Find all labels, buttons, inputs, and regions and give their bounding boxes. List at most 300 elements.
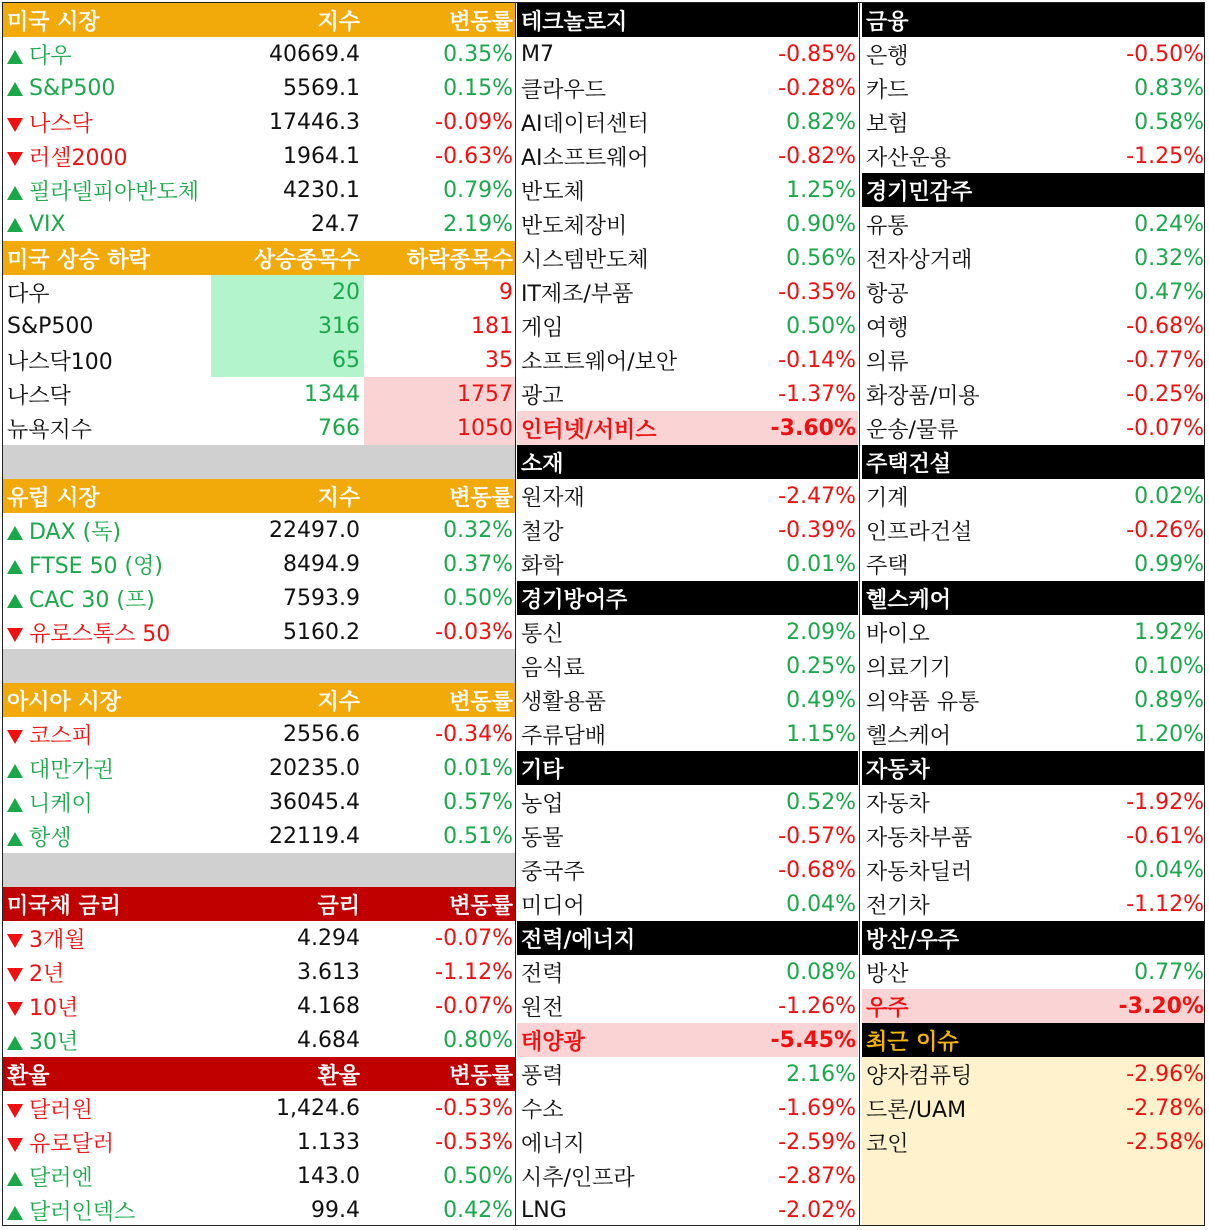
- index-value: 1964.1: [283, 143, 360, 169]
- table-row: [3, 819, 515, 853]
- sector-item: [862, 377, 1205, 411]
- up-triangle-icon: [7, 798, 23, 812]
- market-board: [2, 2, 1205, 1226]
- sector-change: 0.49%: [786, 687, 856, 713]
- sector-name: 에너지: [521, 1131, 585, 1157]
- sector-name: 방산: [866, 961, 909, 987]
- column-header: 변동률: [449, 9, 513, 35]
- up-triangle-icon: [7, 526, 23, 540]
- sector-change: -0.26%: [1126, 517, 1204, 543]
- sector-title: 자동차: [866, 757, 930, 783]
- divider: [859, 3, 860, 1225]
- sector-change: -0.25%: [1126, 381, 1204, 407]
- sector-change: 1.92%: [1134, 619, 1204, 645]
- index-name: 다우: [7, 281, 50, 307]
- index-value: 5569.1: [283, 75, 360, 101]
- change-percent: 0.32%: [443, 517, 513, 543]
- sector-change: -0.57%: [778, 823, 856, 849]
- sector-title: 경기민감주: [866, 179, 973, 205]
- sector-item: [862, 819, 1205, 853]
- sector-name: 반도체장비: [521, 213, 628, 239]
- sector-change: -0.07%: [1126, 415, 1204, 441]
- sector-change: 0.89%: [1134, 687, 1204, 713]
- instrument-label: 러셀2000: [29, 145, 128, 171]
- sector-name: 원자재: [521, 485, 585, 511]
- sector-item: [862, 547, 1205, 581]
- index-value: 36045.4: [269, 789, 360, 815]
- sector-change: -2.96%: [1126, 1061, 1204, 1087]
- change-percent: 0.42%: [443, 1197, 513, 1223]
- down-triangle-icon: [7, 1104, 23, 1118]
- down-triangle-icon: [7, 730, 23, 744]
- sector-item: [862, 411, 1205, 445]
- table-row: [3, 581, 515, 615]
- sector-item: [517, 71, 858, 105]
- change-percent: 0.50%: [443, 585, 513, 611]
- table-row: [3, 1159, 515, 1193]
- sector-item: [862, 989, 1205, 1023]
- sector-name: 통신: [521, 621, 564, 647]
- sector-change: 0.47%: [1134, 279, 1204, 305]
- index-name: S&P500: [7, 313, 94, 339]
- instrument-name: [3, 821, 211, 852]
- sector-item: [517, 1091, 858, 1125]
- index-value: 20235.0: [269, 755, 360, 781]
- sector-name: 전기차: [866, 893, 930, 919]
- change-percent: 0.79%: [443, 177, 513, 203]
- index-value: 99.4: [311, 1197, 360, 1223]
- column-header: 지수: [317, 485, 360, 511]
- sector-item: [862, 683, 1205, 717]
- sector-header: [517, 921, 858, 955]
- sector-item: [517, 1125, 858, 1159]
- change-percent: 0.01%: [443, 755, 513, 781]
- index-value: 1,424.6: [276, 1095, 360, 1121]
- instrument-name: [3, 39, 211, 70]
- index-name: 뉴욕지수: [7, 417, 93, 443]
- sector-change: 0.82%: [786, 109, 856, 135]
- sector-change: 1.25%: [786, 177, 856, 203]
- sector-name: 소프트웨어/보안: [521, 349, 678, 375]
- instrument-name: [3, 753, 211, 784]
- instrument-label: 나스닥: [29, 111, 93, 137]
- change-percent: 0.37%: [443, 551, 513, 577]
- sector-name: 인프라건설: [866, 519, 973, 545]
- down-triangle-icon: [7, 934, 23, 948]
- sector-name: 자동차딜러: [866, 859, 973, 885]
- instrument-name: [3, 141, 211, 172]
- asia_market-header: [3, 683, 515, 717]
- sector-item: [517, 1023, 858, 1057]
- index-value: 4.168: [297, 993, 360, 1019]
- sector-item: [862, 717, 1205, 751]
- index-value: 4230.1: [283, 177, 360, 203]
- instrument-label: 달러원: [29, 1097, 93, 1123]
- sector-name: 화학: [521, 553, 564, 579]
- table-row: [3, 343, 515, 377]
- instrument-label: 다우: [29, 43, 72, 69]
- middle-column: [517, 3, 858, 1226]
- sector-change: -0.61%: [1126, 823, 1204, 849]
- sector-item: [517, 105, 858, 139]
- instrument-name: [3, 1161, 211, 1192]
- instrument-name: [3, 515, 211, 546]
- us_bonds-header: [3, 887, 515, 921]
- instrument-name: [3, 107, 211, 138]
- sector-title: 방산/우주: [866, 927, 960, 953]
- sector-change: 0.04%: [1134, 857, 1204, 883]
- up-triangle-icon: [7, 560, 23, 574]
- sector-change: 0.01%: [786, 551, 856, 577]
- sector-item: [517, 717, 858, 751]
- sector-name: 철강: [521, 519, 564, 545]
- sector-name: 자산운용: [866, 145, 952, 171]
- change-percent: -1.12%: [435, 959, 513, 985]
- sector-item: [517, 785, 858, 819]
- sector-item: [862, 275, 1205, 309]
- table-row: [3, 717, 515, 751]
- sector-item: [862, 1057, 1205, 1091]
- up-triangle-icon: [7, 832, 23, 846]
- sector-name: 원전: [521, 995, 564, 1021]
- change-percent: 2.19%: [443, 211, 513, 237]
- instrument-label: 유로달러: [29, 1131, 115, 1157]
- sector-name: 전력: [521, 961, 564, 987]
- sector-item: [517, 989, 858, 1023]
- sector-change: -0.82%: [778, 143, 856, 169]
- sector-change: 0.02%: [1134, 483, 1204, 509]
- table-row: [3, 139, 515, 173]
- sector-name: 주류담배: [521, 723, 607, 749]
- sector-item: [517, 887, 858, 921]
- sector-item: [862, 241, 1205, 275]
- decliners-count: 9: [499, 279, 513, 305]
- sector-name: LNG: [521, 1197, 567, 1223]
- up-triangle-icon: [7, 1172, 23, 1186]
- sector-name: 수소: [521, 1097, 564, 1123]
- sector-change: -0.85%: [778, 41, 856, 67]
- sector-change: -0.68%: [778, 857, 856, 883]
- sector-change: -0.77%: [1126, 347, 1204, 373]
- instrument-name: [3, 719, 211, 750]
- down-triangle-icon: [7, 118, 23, 132]
- column-header: 지수: [317, 9, 360, 35]
- sector-change: -1.92%: [1126, 789, 1204, 815]
- change-percent: -0.09%: [435, 109, 513, 135]
- sector-change: 1.15%: [786, 721, 856, 747]
- instrument-label: 유로스톡스 50: [29, 621, 171, 647]
- index-value: 40669.4: [269, 41, 360, 67]
- sector-name: 주택: [866, 553, 909, 579]
- index-value: 17446.3: [269, 109, 360, 135]
- instrument-name: [3, 991, 211, 1022]
- index-value: 4.684: [297, 1027, 360, 1053]
- instrument-name: [3, 1127, 211, 1158]
- sector-item: [517, 1057, 858, 1091]
- sector-name: 의류: [866, 349, 909, 375]
- sector-item: [862, 105, 1205, 139]
- sector-name: 생활용품: [521, 689, 607, 715]
- sector-title: 경기방어주: [521, 587, 628, 613]
- up-triangle-icon: [7, 82, 23, 96]
- sector-change: -0.68%: [1126, 313, 1204, 339]
- sector-name: 중국주: [521, 859, 585, 885]
- section-title: 미국채 금리: [7, 893, 121, 919]
- up-triangle-icon: [7, 764, 23, 778]
- sector-change: -1.37%: [778, 381, 856, 407]
- sector-name: 자동차부품: [866, 825, 973, 851]
- sector-header: [862, 173, 1205, 207]
- section-title: 유럽 시장: [7, 485, 100, 511]
- sector-title: 금융: [866, 9, 909, 35]
- up-triangle-icon: [7, 1206, 23, 1220]
- sector-name: 광고: [521, 383, 564, 409]
- sector-change: 2.09%: [786, 619, 856, 645]
- sector-change: 2.16%: [786, 1061, 856, 1087]
- sector-item: [517, 309, 858, 343]
- sector-title: 기타: [521, 757, 564, 783]
- sector-name: 자동차: [866, 791, 930, 817]
- instrument-name: [3, 212, 211, 237]
- sector-item: [862, 1091, 1205, 1125]
- sector-item: [517, 343, 858, 377]
- section-title: 미국 상승 하락: [7, 247, 150, 273]
- sector-name: 기계: [866, 485, 909, 511]
- table-row: [3, 751, 515, 785]
- table-row: [3, 1193, 515, 1226]
- change-percent: -0.07%: [435, 925, 513, 951]
- instrument-label: 달러인덱스: [29, 1199, 136, 1225]
- sector-name: 양자컴퓨팅: [866, 1063, 973, 1089]
- column-header: 금리: [317, 893, 360, 919]
- sector-item: [517, 649, 858, 683]
- change-percent: -0.34%: [435, 721, 513, 747]
- sector-item: [862, 139, 1205, 173]
- sector-title: 소재: [521, 451, 564, 477]
- change-percent: 0.50%: [443, 1163, 513, 1189]
- sector-change: -1.26%: [778, 993, 856, 1019]
- sector-change: 0.58%: [1134, 109, 1204, 135]
- decliners-count: 35: [485, 347, 513, 373]
- sector-change: -0.14%: [778, 347, 856, 373]
- sector-item: [862, 513, 1205, 547]
- sector-title: 전력/에너지: [521, 927, 636, 953]
- sector-name: M7: [521, 41, 554, 67]
- sector-name: 농업: [521, 791, 564, 817]
- change-percent: 0.80%: [443, 1027, 513, 1053]
- section-title: 아시아 시장: [7, 689, 121, 715]
- index-value: 1.133: [297, 1129, 360, 1155]
- table-row: [3, 71, 515, 105]
- sector-item: [862, 309, 1205, 343]
- sector-name: 우주: [866, 995, 909, 1021]
- sector-change: -2.47%: [778, 483, 856, 509]
- column-header: 변동률: [449, 893, 513, 919]
- sector-change: -2.02%: [778, 1197, 856, 1223]
- sector-change: 0.52%: [786, 789, 856, 815]
- sector-name: 여행: [866, 315, 909, 341]
- sector-item: [517, 479, 858, 513]
- sector-item: [517, 853, 858, 887]
- index-value: 143.0: [297, 1163, 360, 1189]
- sector-item: [517, 683, 858, 717]
- sector-change: -2.58%: [1126, 1129, 1204, 1155]
- sector-header: [517, 3, 858, 37]
- left-column: [3, 3, 515, 1226]
- sector-header: [517, 751, 858, 785]
- down-triangle-icon: [7, 1002, 23, 1016]
- sector-name: 헬스케어: [866, 723, 952, 749]
- us_breadth-header: [3, 241, 515, 275]
- sector-item: [517, 207, 858, 241]
- sector-name: 인터넷/서비스: [521, 417, 657, 443]
- sector-title: 최근 이슈: [866, 1029, 959, 1055]
- index-value: 2556.6: [283, 721, 360, 747]
- europe_market-header: [3, 479, 515, 513]
- sector-change: -1.12%: [1126, 891, 1204, 917]
- sector-change: 0.90%: [786, 211, 856, 237]
- instrument-label: 3개월: [29, 927, 86, 953]
- instrument-name: [3, 923, 211, 954]
- sector-item: [517, 1193, 858, 1226]
- spacer: [3, 445, 515, 479]
- table-row: [3, 1023, 515, 1057]
- table-row: [3, 173, 515, 207]
- table-row: [3, 1091, 515, 1125]
- sector-name: AI소프트웨어: [521, 145, 649, 171]
- sector-change: -0.28%: [778, 75, 856, 101]
- sector-name: 의료기기: [866, 655, 952, 681]
- table-row: [3, 921, 515, 955]
- index-value: 3.613: [297, 959, 360, 985]
- sector-item: [517, 547, 858, 581]
- up-triangle-icon: [7, 218, 23, 232]
- sector-change: -2.78%: [1126, 1095, 1204, 1121]
- table-row: [3, 615, 515, 649]
- instrument-label: 필라델피아반도체: [29, 179, 200, 205]
- column-header: 상승종목수: [253, 247, 360, 273]
- sector-header: [862, 3, 1205, 37]
- advancers-count: 316: [211, 309, 364, 343]
- instrument-label: 코스피: [29, 723, 93, 749]
- sector-item: [517, 513, 858, 547]
- advancers-count: 65: [211, 343, 364, 377]
- index-value: 8494.9: [283, 551, 360, 577]
- column-header: 변동률: [449, 485, 513, 511]
- sector-name: 음식료: [521, 655, 585, 681]
- sector-item: [862, 1125, 1205, 1159]
- index-value: 5160.2: [283, 619, 360, 645]
- divider: [515, 3, 516, 1225]
- index-name: 나스닥: [7, 383, 71, 409]
- right-column: [862, 3, 1205, 1159]
- advancers-count: 1344: [304, 381, 360, 407]
- instrument-name: [3, 549, 211, 580]
- sector-item: [862, 853, 1205, 887]
- sector-change: -3.20%: [1118, 993, 1204, 1019]
- sector-item: [517, 819, 858, 853]
- instrument-name: [3, 175, 211, 206]
- sector-title: 헬스케어: [866, 587, 952, 613]
- sector-change: 0.77%: [1134, 959, 1204, 985]
- table-row: [3, 989, 515, 1023]
- sector-item: [862, 207, 1205, 241]
- change-percent: 0.57%: [443, 789, 513, 815]
- column-header: 지수: [317, 689, 360, 715]
- down-triangle-icon: [7, 1138, 23, 1152]
- instrument-label: 10년: [29, 995, 79, 1021]
- instrument-name: [3, 957, 211, 988]
- sector-name: IT제조/부품: [521, 281, 634, 307]
- instrument-label: 2년: [29, 961, 65, 987]
- sector-header: [517, 445, 858, 479]
- sector-change: 0.10%: [1134, 653, 1204, 679]
- sector-title: 주택건설: [866, 451, 952, 477]
- sector-item: [517, 139, 858, 173]
- sector-header: [862, 445, 1205, 479]
- sector-header: [862, 921, 1205, 955]
- instrument-label: S&P500: [29, 75, 116, 101]
- sector-change: 0.99%: [1134, 551, 1204, 577]
- sector-item: [862, 785, 1205, 819]
- table-row: [3, 309, 515, 343]
- change-percent: 0.35%: [443, 41, 513, 67]
- sector-name: 유통: [866, 213, 909, 239]
- sector-name: 시스템반도체: [521, 247, 649, 273]
- sector-name: 운송/물류: [866, 417, 959, 443]
- down-triangle-icon: [7, 628, 23, 642]
- sector-header: [862, 751, 1205, 785]
- sector-name: 전자상거래: [866, 247, 973, 273]
- sector-change: -2.87%: [778, 1163, 856, 1189]
- sector-name: 태양광: [521, 1029, 585, 1055]
- sector-name: 풍력: [521, 1063, 564, 1089]
- change-percent: 0.51%: [443, 823, 513, 849]
- sector-change: 0.83%: [1134, 75, 1204, 101]
- up-triangle-icon: [7, 594, 23, 608]
- sector-item: [862, 887, 1205, 921]
- us_market-header: [3, 3, 515, 37]
- table-row: [3, 105, 515, 139]
- instrument-label: DAX (독): [29, 519, 122, 545]
- index-value: 22119.4: [269, 823, 360, 849]
- index-value: 22497.0: [269, 517, 360, 543]
- up-triangle-icon: [7, 50, 23, 64]
- sector-change: 0.32%: [1134, 245, 1204, 271]
- sector-change: -1.69%: [778, 1095, 856, 1121]
- sector-header: [862, 1023, 1205, 1057]
- sector-change: -0.50%: [1126, 41, 1204, 67]
- sector-header: [862, 581, 1205, 615]
- sector-item: [517, 955, 858, 989]
- sector-name: 카드: [866, 77, 909, 103]
- change-percent: -0.07%: [435, 993, 513, 1019]
- sector-name: 의약품 유통: [866, 689, 980, 715]
- decliners-count: 1050: [364, 411, 515, 445]
- sector-title: 테크놀로지: [521, 9, 628, 35]
- instrument-label: 니케이: [29, 791, 93, 817]
- table-row: [3, 547, 515, 581]
- sector-item: [517, 275, 858, 309]
- sector-change: 0.08%: [786, 959, 856, 985]
- spacer: [3, 649, 515, 683]
- spacer: [3, 853, 515, 887]
- sector-change: 0.56%: [786, 245, 856, 271]
- sector-name: 드론/UAM: [866, 1097, 967, 1123]
- table-row: [3, 411, 515, 445]
- instrument-label: FTSE 50 (영): [29, 553, 163, 579]
- up-triangle-icon: [7, 1036, 23, 1050]
